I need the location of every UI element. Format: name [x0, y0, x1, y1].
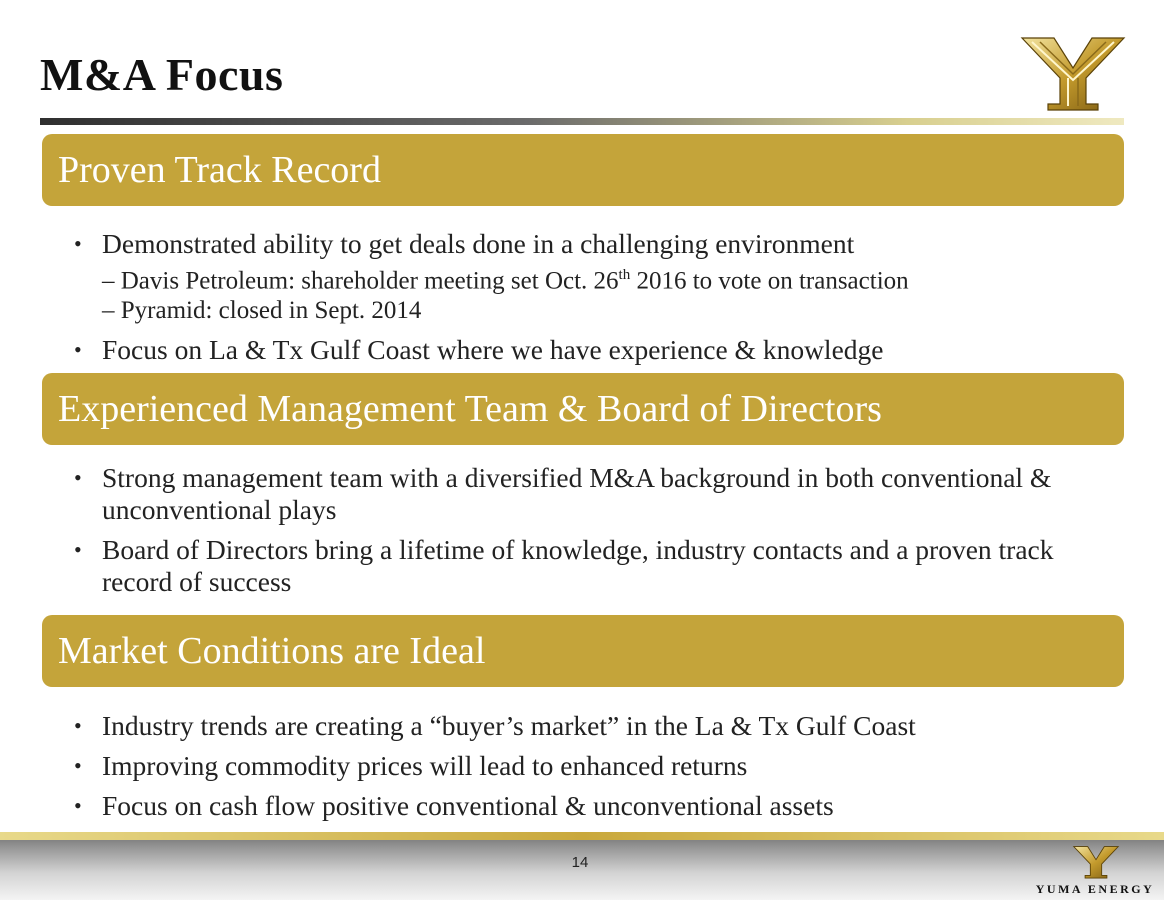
bullet-dot-icon: • — [74, 465, 82, 490]
sub-bullet-item — [74, 260, 1074, 296]
section-header-track-record — [42, 134, 1124, 206]
section-heading: Experienced Management Team & Board of Directors — [58, 388, 882, 430]
bullet-item — [74, 228, 1074, 260]
bullet-text: Strong management team with a diversified M&A background in both conventional & unconventional plays — [102, 462, 1052, 525]
sub-bullet-text: 2016 to vote on transaction — [630, 267, 909, 295]
bullet-dot-icon: • — [74, 537, 82, 562]
bullet-text: Demonstrated ability to get deals done in a challenging environment — [102, 228, 855, 259]
section-bullets-track-record — [74, 228, 1074, 374]
section-header-management — [42, 373, 1124, 445]
sub-bullet-item — [74, 296, 1074, 326]
bullet-text: Focus on La & Tx Gulf Coast where we have experience & knowledge — [102, 334, 884, 366]
section-heading: Market Conditions are Ideal — [58, 630, 486, 672]
bullet-text: Focus on cash flow positive conventional & unconventional assets — [102, 790, 834, 821]
section-header-market — [42, 615, 1124, 687]
sub-bullet-text: – Pyramid: closed in Sept. 2014 — [102, 297, 422, 325]
section-bullets-market — [74, 710, 1074, 830]
slide-title: M&A Focus — [40, 49, 284, 100]
bullet-text: Improving commodity prices will lead to enhanced returns — [102, 750, 748, 781]
page-number: 14 — [571, 854, 589, 871]
yuma-logo-small-icon — [1072, 842, 1120, 880]
bullet-item — [74, 710, 1074, 742]
section-bullets-management — [74, 462, 1074, 606]
title-divider — [40, 118, 1124, 125]
bullet-item — [74, 334, 1074, 366]
bullet-dot-icon: • — [74, 793, 82, 818]
bullet-item — [74, 462, 1074, 526]
bullet-item — [74, 750, 1074, 782]
bullet-text: Board of Directors bring a lifetime of knowledge, industry contacts and a proven track record of success — [102, 534, 1054, 597]
brand-name: YUMA ENERGY — [1035, 882, 1155, 896]
superscript: th — [618, 267, 631, 283]
footer-gold-stripe — [0, 832, 1164, 840]
bullet-dot-icon: • — [74, 753, 82, 778]
section-heading: Proven Track Record — [58, 149, 381, 191]
bullet-item — [74, 790, 1074, 822]
bullet-text: Industry trends are creating a “buyer’s market” in the La & Tx Gulf Coast — [102, 710, 916, 741]
sub-bullet-text: – Davis Petroleum: shareholder meeting set Oct. 26 — [102, 267, 619, 295]
yuma-logo-icon — [1018, 28, 1128, 114]
bullet-item — [74, 534, 1074, 598]
bullet-dot-icon: • — [74, 337, 82, 363]
bullet-dot-icon: • — [74, 231, 82, 256]
bullet-dot-icon: • — [74, 713, 82, 738]
